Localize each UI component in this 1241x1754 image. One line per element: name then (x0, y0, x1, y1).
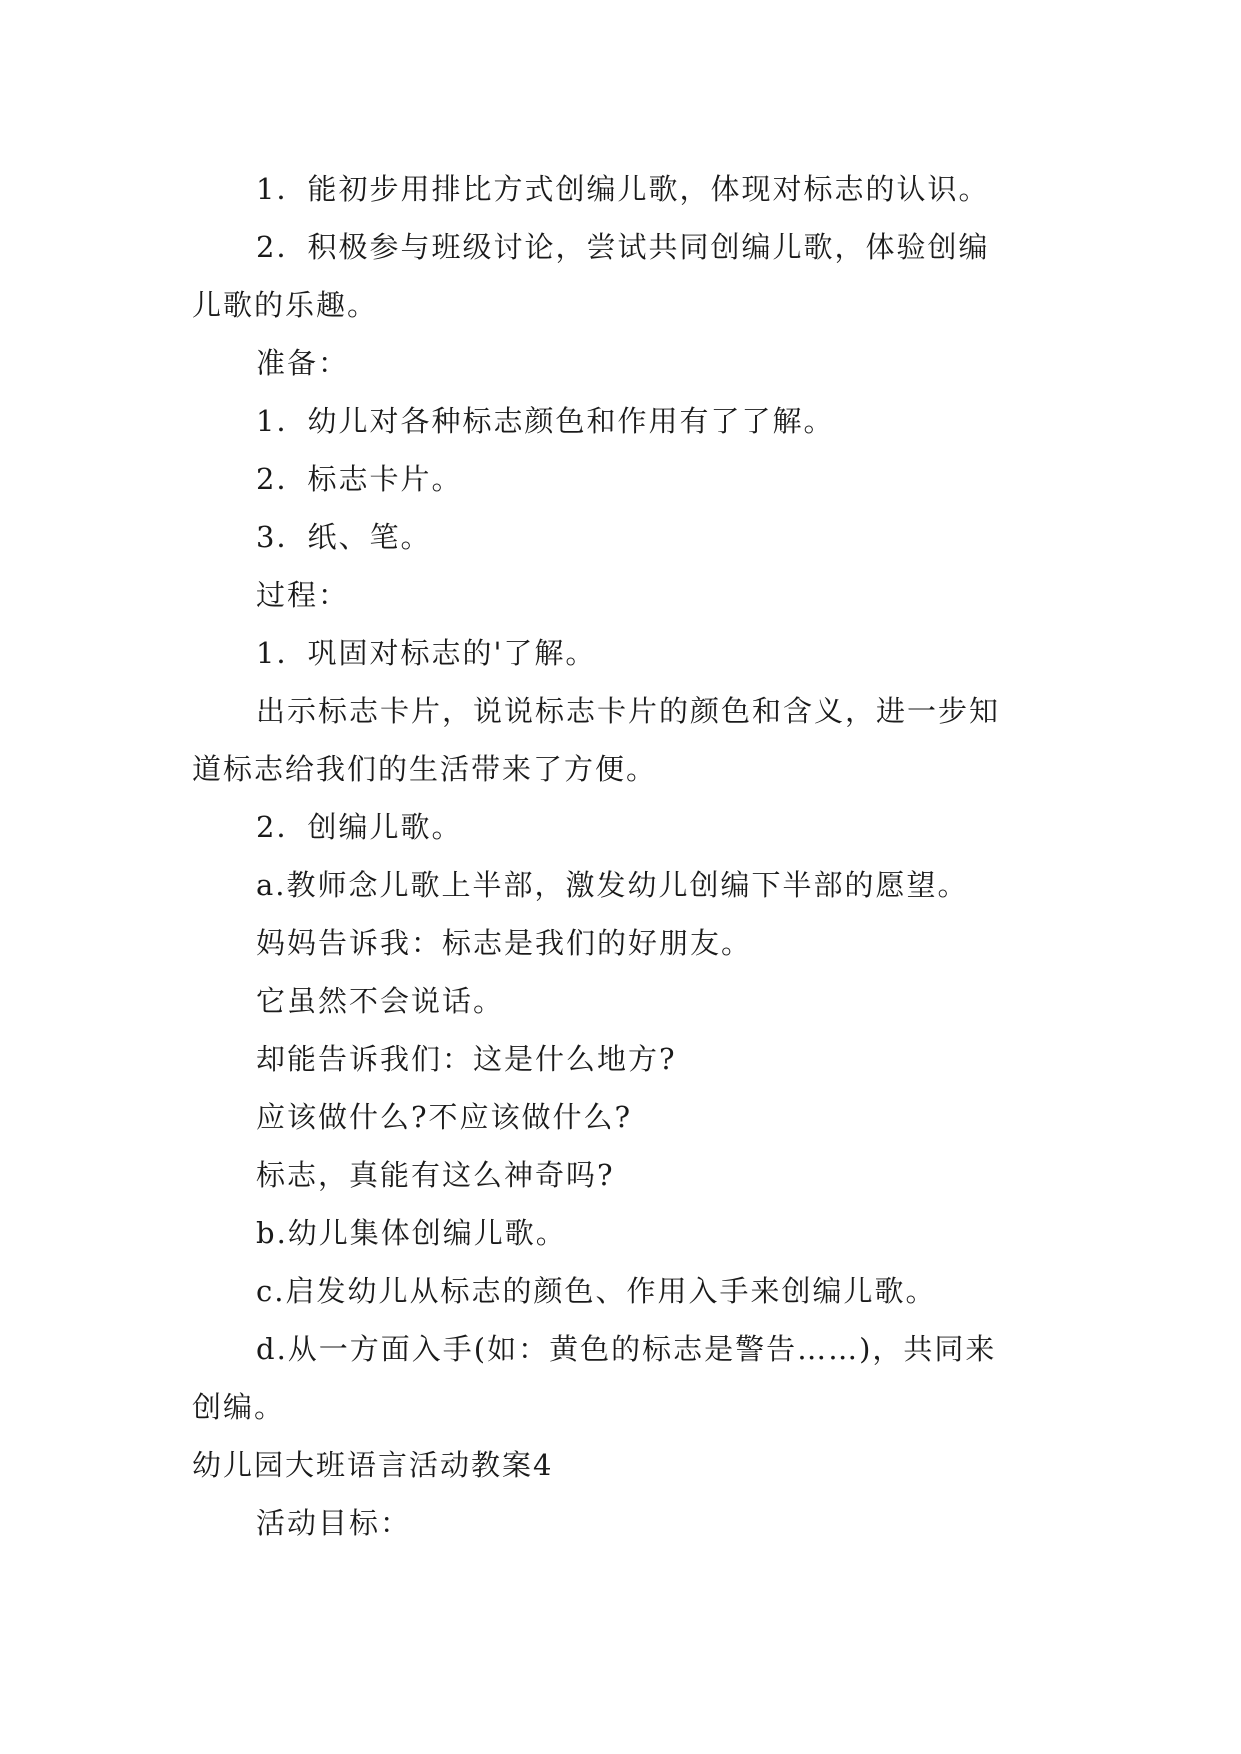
process-step-1: 1．巩固对标志的'了解。 (256, 636, 597, 670)
rhyme-line-3: 却能告诉我们：这是什么地方? (256, 1042, 677, 1076)
preparation-item-1: 1．幼儿对各种标志颜色和作用有了了解。 (256, 404, 835, 438)
preparation-item-2: 2．标志卡片。 (256, 462, 463, 496)
rhyme-line-4: 应该做什么?不应该做什么? (256, 1100, 633, 1134)
goal-item-2: 2．积极参与班级讨论，尝试共同创编儿歌，体验创编 (256, 230, 990, 264)
section-heading-activity-goals: 活动目标： (256, 1506, 412, 1540)
preparation-item-3: 3．纸、笔。 (256, 520, 432, 554)
process-substep-b: b.幼儿集体创编儿歌。 (256, 1216, 567, 1250)
section-heading-preparation: 准备： (256, 346, 350, 380)
section-heading-process: 过程： (256, 578, 350, 612)
process-substep-d: d.从一方面入手(如：黄色的标志是警告……)，共同来 (256, 1332, 997, 1366)
process-substep-a: a.教师念儿歌上半部，激发幼儿创编下半部的愿望。 (256, 868, 969, 902)
process-step-1-paragraph-continued: 道标志给我们的生活带来了方便。 (192, 752, 658, 786)
rhyme-line-2: 它虽然不会说话。 (256, 984, 505, 1018)
rhyme-line-1: 妈妈告诉我：标志是我们的好朋友。 (256, 926, 753, 960)
process-substep-c: c.启发幼儿从标志的颜色、作用入手来创编儿歌。 (256, 1274, 937, 1308)
lesson-plan-title: 幼儿园大班语言活动教案4 (192, 1448, 554, 1482)
document-body (192, 160, 1062, 1552)
process-step-1-paragraph: 出示标志卡片，说说标志卡片的颜色和含义，进一步知 (256, 694, 1001, 728)
goal-item-1: 1．能初步用排比方式创编儿歌，体现对标志的认识。 (256, 172, 990, 206)
process-step-2: 2．创编儿歌。 (256, 810, 463, 844)
rhyme-line-5: 标志，真能有这么神奇吗? (256, 1158, 615, 1192)
process-substep-d-continued: 创编。 (192, 1390, 286, 1424)
goal-item-2-continued: 儿歌的乐趣。 (192, 288, 379, 322)
